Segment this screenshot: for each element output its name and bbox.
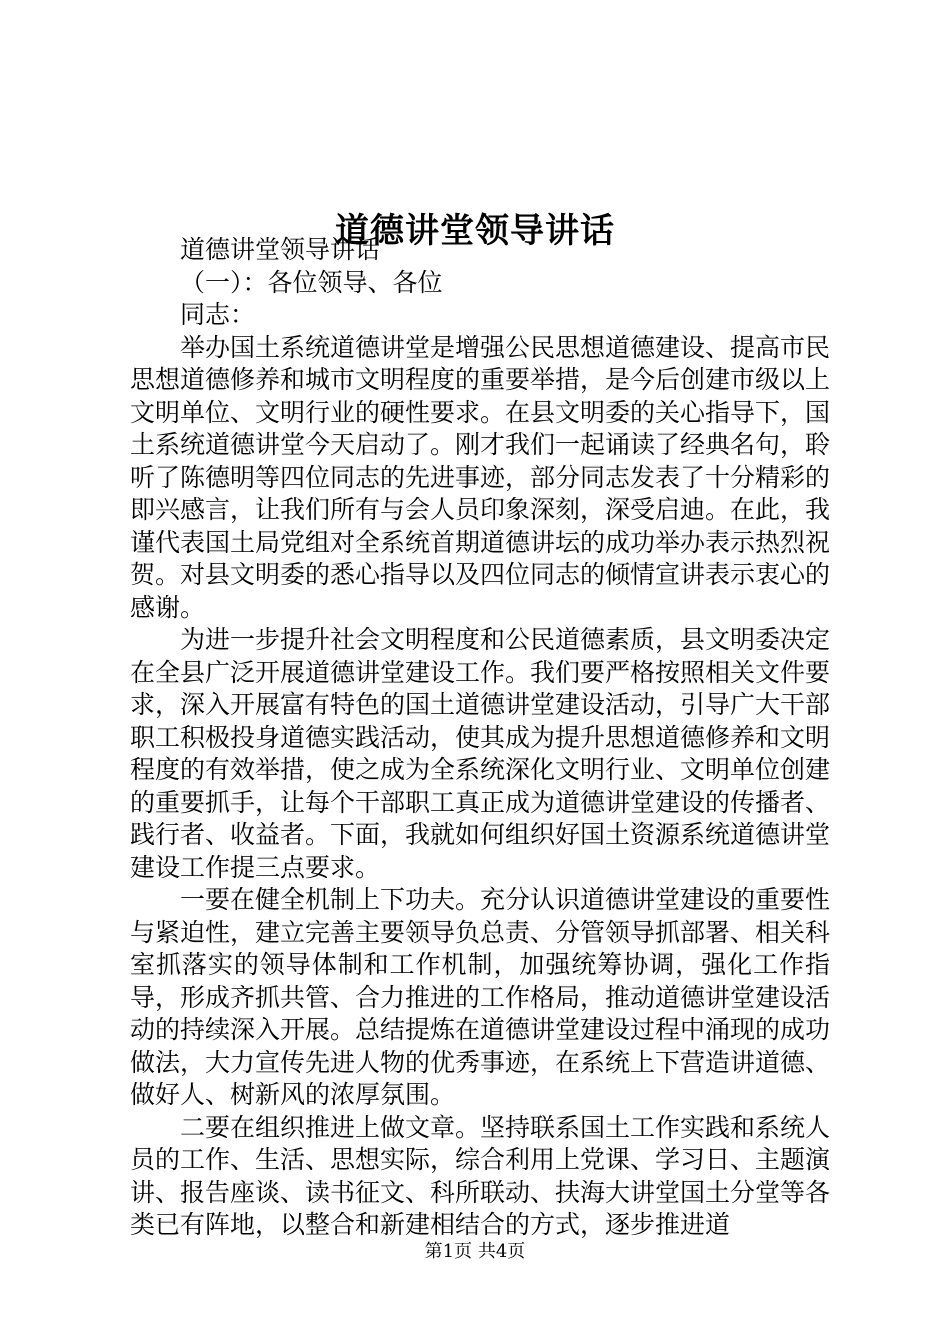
body-paragraph: 一要在健全机制上下功夫。充分认识道德讲堂建设的重要性与紧迫性，建立完善主要领导负总责、分管领导抓部署、相关科室抓落实的领导体制和工作机制，加强统筹协调，强化工作指导，形成齐抓共管、合力推进的工作格局，推动道德讲堂建设活动的持续深入开展。总结提炼在道德讲堂建设过程中涌现的成功做法，大力宣传先进人物的优秀事迹，在系统上下营造讲道德、做好人、树新风的浓厚氛围。 [130, 885, 831, 1109]
body-paragraph: 举办国土系统道德讲堂是增强公民思想道德建设、提高市民思想道德修养和城市文明程度的重要举措，是今后创建市级以上文明单位、文明行业的硬性要求。在县文明委的关心指导下，国土系统道德讲堂今天启动了。刚才我们一起诵读了经典名句，聆听了陈德明等四位同志的先进事迹，部分同志发表了十分精彩的即兴感言，让我们所有与会人员印象深刻，深受启迪。在此，我谨代表国土局党组对全系统首期道德讲坛的成功举办表示热烈祝贺。对县文明委的悉心指导以及四位同志的倾情宣讲表示衷心的感谢。 [130, 332, 831, 622]
intro-line: 道德讲堂领导讲话 [180, 235, 381, 264]
page-title: 道德讲堂领导讲话 [335, 210, 615, 251]
page-footer: 第1页 共4页 [424, 1241, 526, 1262]
body-paragraph: 二要在组织推进上做文章。坚持联系国土工作实践和系统人员的工作、生活、思想实际，综合利用上党课、学习日、主题演讲、报告座谈、读书征文、科所联动、扶海大讲堂国土分堂等各类已有阵地，以整合和新建相结合的方式，逐步推进道 [130, 1112, 831, 1239]
intro-line: 同志： [180, 300, 256, 329]
document-body [130, 234, 830, 1242]
intro-line: （一）：各位领导、各位 [180, 267, 443, 297]
body-paragraph: 为进一步提升社会文明程度和公民道德素质，县文明委决定在全县广泛开展道德讲堂建设工作。我们要严格按照相关文件要求，深入开展富有特色的国土道德讲堂建设活动，引导广大干部职工积极投身道德实践活动，使其成为提升思想道德修养和文明程度的有效举措，使之成为全系统深化文明行业、文明单位创建的重要抓手，让每个干部职工真正成为道德讲堂建设的传播者、践行者、收益者。下面，我就如何组织好国土资源系统道德讲堂建设工作提三点要求。 [130, 625, 831, 882]
